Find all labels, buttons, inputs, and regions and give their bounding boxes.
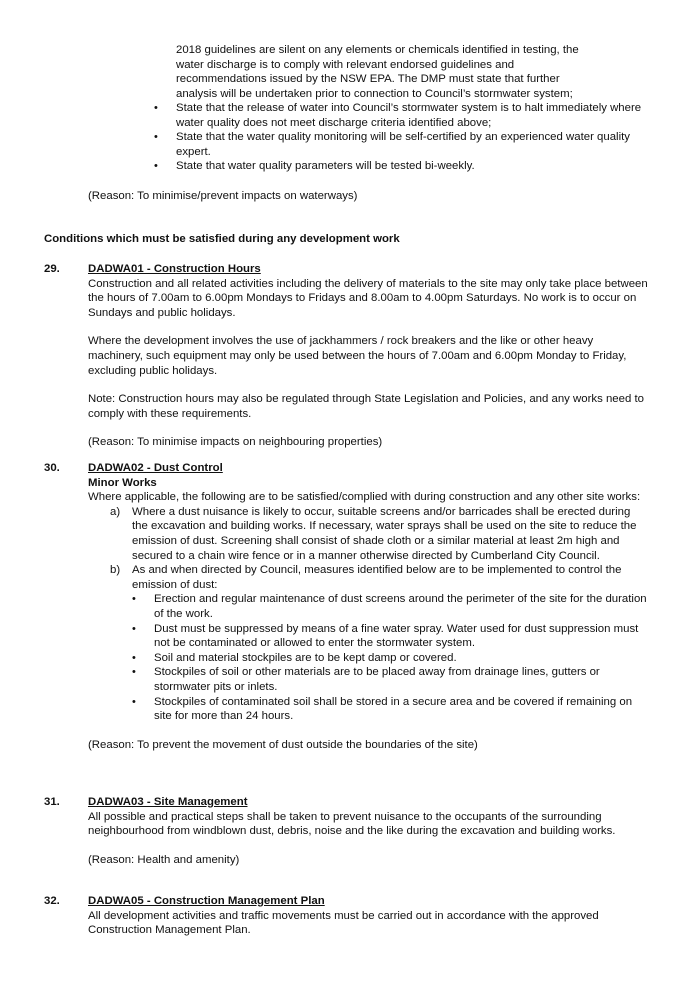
bullet-icon: •	[132, 666, 136, 679]
condition-reason: (Reason: Health and amenity)	[88, 853, 240, 866]
bullet-icon: •	[132, 695, 136, 708]
condition-paragraph: Where the development involves the use of jackhammers / rock breakers and the like or other heavy machinery, such equipment may only be used between the hours of 7.00am and 6.00pm Monday to Friday, excluding public holidays.	[88, 335, 627, 377]
lettered-list	[88, 505, 648, 724]
condition-title: DADWA01 - Construction Hours	[88, 263, 261, 275]
condition-paragraph: Where applicable, the following are to be satisfied/complied with during construction and any other site works:	[88, 491, 641, 504]
intro-line: water discharge is to comply with relevant endorsed guidelines and	[176, 58, 515, 71]
condition-reason: (Reason: To prevent the movement of dust outside the boundaries of the site)	[88, 738, 478, 751]
bullet-icon: •	[154, 131, 158, 144]
list-item	[88, 505, 648, 563]
intro-reason: (Reason: To minimise/prevent impacts on waterways)	[88, 190, 358, 202]
condition-body	[88, 795, 650, 867]
list-item: • Stockpiles of soil or other materials are to be placed away from drainage lines, gutters or stormwater pits or inlets.	[132, 666, 600, 693]
bullet-icon: •	[132, 593, 136, 606]
item-text: Where a dust nuisance is likely to occur, suitable screens and/or barricades shall be erected during the excavation and building works. If necessary, water sprays shall be used on the site to reduce the emission of dust. Screening shall consist of shade cloth or a similar material at least 2m high and secured to a chain wire fence or in a manner otherwise directed by Cumberland City Council.	[132, 505, 637, 562]
section-heading: Conditions which must be satisfied during any development work	[44, 233, 400, 245]
bullet-icon: •	[132, 622, 136, 635]
list-item: • Erection and regular maintenance of dust screens around the perimeter of the site for the duration of the work.	[132, 593, 647, 620]
condition-number: 29.	[44, 263, 60, 275]
condition-paragraph: Construction and all related activities including the delivery of materials to the site may only take place between the hours of 7.00am to 6.00pm Mondays to Fridays and 8.00am to 4.00pm Saturdays. No work is to occur on Sundays and public holidays.	[88, 277, 648, 319]
bullet-icon: •	[132, 651, 136, 664]
condition-body	[88, 262, 650, 450]
list-item: • Stockpiles of contaminated soil shall be stored in a secure area and be covered if remaining on site for more than 24 hours.	[132, 695, 633, 723]
intro-line: 2018 guidelines are silent on any elements or chemicals identified in testing, the	[176, 44, 579, 56]
condition-body	[88, 461, 648, 752]
condition-number: 31.	[44, 796, 60, 808]
condition-title: DADWA02 - Dust Control	[88, 462, 223, 474]
list-item: • Dust must be suppressed by means of a fine water spray. Water used for dust suppression must not be contaminated or allowed to enter the stormwater system.	[132, 622, 639, 650]
list-item: • State that the release of water into Council’s stormwater system is to halt immediately where water quality does not meet discharge criteria identified above;	[154, 102, 642, 129]
item-letter: b)	[110, 564, 121, 577]
condition-paragraph: All possible and practical steps shall be taken to prevent nuisance to the occupants of the surrounding neighbourhood from windblown dust, debris, noise and the like during the excavation and building works.	[88, 810, 616, 838]
intro-line: recommendations issued by the NSW EPA. The DMP must state that further	[176, 73, 560, 86]
intro-line: analysis will be undertaken prior to connection to Council’s stormwater system;	[176, 87, 573, 100]
condition-body	[88, 894, 650, 938]
list-item: • Soil and material stockpiles are to be kept damp or covered.	[132, 651, 457, 664]
condition-number: 32.	[44, 895, 60, 907]
list-item	[88, 563, 648, 724]
condition-reason: (Reason: To minimise impacts on neighbouring properties)	[88, 436, 383, 449]
condition-number: 30.	[44, 462, 60, 474]
list-item: • State that the water quality monitoring will be self-certified by an experienced water quality expert.	[154, 131, 630, 158]
item-text: As and when directed by Council, measures identified below are to be implemented to control the emission of dust:	[132, 564, 622, 591]
intro-bullet-list	[154, 101, 646, 174]
bullet-icon: •	[154, 102, 158, 114]
item-letter: a)	[110, 505, 121, 518]
list-item: • State that water quality parameters will be tested bi-weekly.	[154, 160, 475, 173]
dust-measures-list	[132, 592, 648, 723]
condition-title: DADWA03 - Site Management	[88, 796, 248, 808]
condition-paragraph: All development activities and traffic movements must be carried out in accordance with the approved Construction Management Plan.	[88, 909, 599, 937]
condition-title: DADWA05 - Construction Management Plan	[88, 895, 325, 907]
intro-continuation	[176, 43, 646, 101]
condition-paragraph: Note: Construction hours may also be regulated through State Legislation and Policies, and any works need to comply with these requirements.	[88, 393, 644, 420]
condition-subtitle: Minor Works	[88, 476, 157, 489]
bullet-icon: •	[154, 160, 158, 173]
